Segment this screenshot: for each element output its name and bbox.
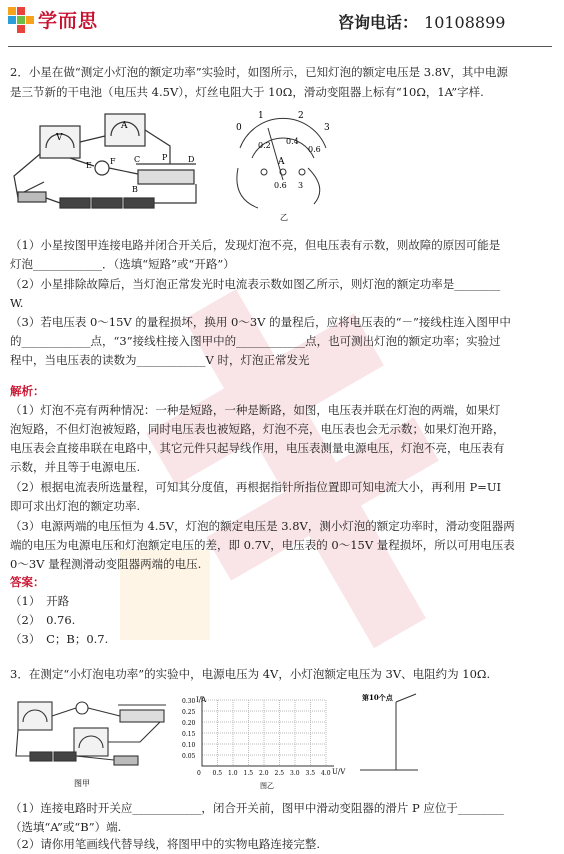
q3-part2: （2）请你用笔画线代替导线，将图甲中的实物电路连接完整. bbox=[10, 837, 320, 851]
q2-part3-line1: （3）若电压表 0～15V 的量程损坏，换用 0～3V 的量程后，应将电压表的“－”接线柱连入图甲中 bbox=[10, 315, 511, 329]
graph-note: 第10个点 bbox=[362, 693, 393, 702]
x-tick-label: 3.0 bbox=[290, 770, 300, 777]
y-tick-label: 0.05 bbox=[182, 753, 196, 760]
logo-mark-icon bbox=[8, 7, 34, 33]
tick-0-4: 0.4 bbox=[286, 137, 299, 146]
q3-part1-line1: （1）连接电路时开关应____________，闭合开关前，图甲中滑动变阻器的滑片 P 应位于________ bbox=[10, 801, 504, 815]
hotline bbox=[338, 10, 505, 33]
figure-tag-yi: 乙 bbox=[280, 213, 288, 222]
terminal-06: 0.6 bbox=[274, 181, 287, 190]
brand-logo bbox=[8, 6, 98, 33]
tick-3: 3 bbox=[324, 123, 330, 133]
graph-grid bbox=[202, 696, 334, 766]
analysis-line6: 即可求出灯泡的额定功率. bbox=[10, 499, 141, 513]
label-A: A bbox=[121, 121, 128, 131]
y-tick-label: 0.25 bbox=[182, 709, 196, 716]
label-V: V bbox=[56, 133, 63, 143]
analysis-line5: （2）根据电流表所选量程，可知其分度值，再根据指针所指位置即可知电流大小，再利用 P=UI bbox=[10, 480, 502, 494]
analysis-line4: 示数，并且等于电源电压. bbox=[10, 460, 141, 474]
analysis-line3: 电压表会直接串联在电路中，其它元件只起导线作用，电压表测量电源电压，灯泡不亮，电压表有 bbox=[10, 441, 505, 455]
label-F: F bbox=[110, 157, 116, 166]
x-tick-label: 2.5 bbox=[274, 770, 285, 777]
analysis-heading: 解析： bbox=[10, 384, 45, 398]
analysis-line1: （1）灯泡不亮有两种情况：一种是短路，一种是断路，如图，电压表并联在灯泡的两端，如果灯 bbox=[10, 403, 501, 417]
tick-0: 0 bbox=[236, 123, 242, 133]
q2-part1-line1: （1）小星按图甲连接电路并闭合开关后，发现灯泡不亮，但电压表有示数，则故障的原因可能是 bbox=[10, 238, 501, 252]
header-divider bbox=[8, 46, 552, 47]
y-tick-label: 0.10 bbox=[182, 742, 196, 749]
q2-circuit-figure bbox=[10, 106, 210, 218]
x-tick-label: 1.0 bbox=[228, 770, 238, 777]
brand-name: 学而思 bbox=[38, 10, 99, 32]
hotline-label: 咨询电话： bbox=[338, 13, 419, 32]
hotline-number: 10108899 bbox=[424, 13, 506, 32]
graph-xlabel: U/V bbox=[332, 768, 346, 776]
tick-2: 2 bbox=[298, 111, 304, 121]
terminal-3: 3 bbox=[298, 181, 304, 190]
tick-0-6: 0.6 bbox=[308, 145, 321, 154]
analysis-line8: 端的电压为电源电压和灯泡额定电压的差，即 0.7V，电压表的 0～15V 量程损坏，所以可用电压表 bbox=[10, 538, 515, 552]
label-B: B bbox=[132, 185, 138, 194]
y-tick-label: 0.20 bbox=[182, 720, 196, 727]
x-tick-label: 4.0 bbox=[321, 770, 331, 777]
q2-ammeter-dial bbox=[228, 108, 338, 224]
fig-yi-tag: 图乙 bbox=[260, 782, 274, 790]
q3-sketch bbox=[352, 690, 422, 780]
label-P: P bbox=[162, 153, 168, 162]
y-tick-label: 0.15 bbox=[182, 731, 196, 738]
graph-ticks bbox=[182, 698, 331, 777]
tick-0-2: 0.2 bbox=[258, 141, 271, 150]
label-E: E bbox=[86, 161, 92, 170]
q2-part1-line2: 灯泡____________．（选填“短路”或“开路”） bbox=[10, 257, 235, 271]
analysis-line7: （3）电源两端的电压恒为 4.5V，灯泡的额定电压是 3.8V，测小灯泡的额定功率时，滑动变阻器两 bbox=[10, 519, 515, 533]
fig-jia-tag: 图甲 bbox=[74, 779, 90, 788]
q3-circuit-figure bbox=[10, 694, 170, 790]
x-tick-label: 1.5 bbox=[243, 770, 254, 777]
answer-2: （2） 0.76. bbox=[10, 613, 76, 627]
x-tick-label: 0 bbox=[197, 770, 201, 777]
graph-ylabel: I/A bbox=[196, 696, 207, 704]
label-C: C bbox=[134, 155, 141, 164]
x-tick-label: 0.5 bbox=[212, 770, 223, 777]
page-header bbox=[0, 0, 564, 44]
analysis-line9: 0～3V 量程测滑动变阻器两端的电压. bbox=[10, 557, 202, 571]
label-D: D bbox=[188, 155, 195, 164]
q2-stem-line1: 2．小星在做“测定小灯泡的额定功率”实验时，如图所示，已知灯泡的额定电压是 3.8V，其中电源 bbox=[10, 65, 508, 79]
x-tick-label: 2.0 bbox=[259, 770, 269, 777]
answer-1: （1） 开路 bbox=[10, 594, 70, 608]
q2-stem-line2: 是三节新的干电池（电压共 4.5V），灯丝电阻大于 10Ω，滑动变阻器上标有“10Ω，1A”字样. bbox=[10, 85, 484, 99]
q2-part2-line2: W. bbox=[10, 296, 24, 310]
q2-part3-line3: 程中，当电压表的读数为____________V 时，灯泡正常发光 bbox=[10, 353, 310, 367]
analysis-line2: 泡短路，不但灯泡被短路，同时电压表也被短路，灯泡不亮，电压表也会无示数；如果灯泡开路， bbox=[10, 422, 505, 436]
answer-heading: 答案： bbox=[10, 575, 45, 589]
q2-part3-line2: 的____________点，“3”接线柱接入图甲中的____________点，也可测出灯泡的额定功率；实验过 bbox=[10, 334, 501, 348]
q2-part2-line1: （2）小星排除故障后，当灯泡正常发光时电流表示数如图乙所示，则灯泡的额定功率是________ bbox=[10, 277, 501, 291]
q3-part1-line2: （选填“A”或“B”）端. bbox=[10, 820, 122, 834]
x-tick-label: 3.5 bbox=[305, 770, 316, 777]
q3-iv-graph bbox=[180, 692, 350, 792]
answer-3: （3） C；B；0.7. bbox=[10, 632, 109, 646]
q3-stem: 3．在测定“小灯泡电功率”的实验中，电源电压为 4V，小灯泡额定电压为 3V、电阻约为 10Ω. bbox=[10, 667, 491, 681]
unit-A: A bbox=[278, 157, 285, 167]
tick-1: 1 bbox=[258, 111, 264, 121]
y-tick-label: 0.30 bbox=[182, 698, 196, 705]
